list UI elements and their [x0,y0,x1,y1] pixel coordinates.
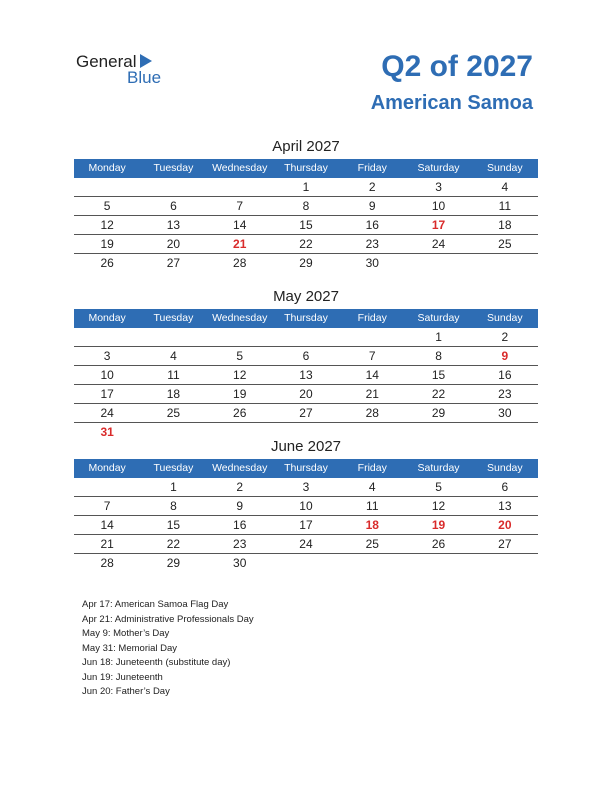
day-cell: 15 [431,368,446,382]
day-cell: 12 [100,218,114,232]
weekday-label: Sunday [487,312,523,324]
day-cell: 15 [299,218,313,232]
day-cell: 4 [170,349,177,363]
day-cell: 30 [365,256,379,270]
day-cell: 13 [299,368,313,382]
day-cell: 22 [299,237,313,251]
day-cell: 25 [166,406,181,420]
month-title: April 2027 [272,138,340,155]
day-cell: 13 [498,499,512,513]
day-cell: 21 [233,237,247,251]
day-cell: 8 [302,199,310,213]
day-cell: 14 [233,218,247,232]
weekday-label: Tuesday [153,162,194,174]
week-row [74,178,538,197]
weekday-label: Sunday [487,162,523,174]
page-subtitle: American Samoa [370,92,533,114]
day-cell: 13 [166,218,181,232]
week-row [74,328,538,347]
day-cell: 10 [431,199,446,213]
empty-day-cell [140,178,206,196]
day-cell: 2 [501,330,509,344]
week-row [74,216,538,235]
week-row [74,535,538,554]
day-cell: 8 [435,349,442,363]
empty-day-cell [339,328,405,346]
logo-triangle-icon [140,54,152,68]
weekday-label: Tuesday [153,462,194,474]
day-cell: 19 [100,237,114,251]
day-cell: 12 [431,499,446,513]
day-cell: 21 [100,537,114,551]
week-row [74,385,538,404]
day-cell: 28 [365,406,379,420]
day-cell: 29 [166,556,181,570]
day-cell: 5 [236,349,244,363]
day-cell: 4 [368,480,376,494]
day-cell: 6 [501,480,509,494]
day-cell: 23 [233,537,247,551]
day-cell: 9 [368,199,376,213]
empty-day-cell [472,254,538,272]
day-cell: 17 [431,218,446,232]
day-cell: 30 [498,406,512,420]
day-cell: 24 [299,537,313,551]
weekday-label: Friday [357,162,387,174]
day-cell: 26 [233,406,247,420]
day-cell: 29 [299,256,313,270]
day-cell: 1 [435,330,442,344]
holiday-note: Jun 20: Father’s Day [82,686,170,697]
day-cell: 30 [233,556,247,570]
day-cell: 28 [233,256,247,270]
week-row [74,366,538,385]
weekday-label: Friday [357,462,387,474]
day-cell: 18 [365,518,379,532]
logo-blue-text: Blue [127,68,162,87]
day-cell: 3 [435,180,442,194]
month-may [74,287,538,441]
holiday-note: Jun 18: Juneteenth (substitute day) [82,657,231,668]
empty-day-cell [74,178,140,196]
day-cell: 22 [431,387,446,401]
day-cell: 27 [299,406,313,420]
day-cell: 24 [100,406,114,420]
holiday-note: Apr 17: American Samoa Flag Day [82,599,229,610]
empty-day-cell [207,178,273,196]
weekday-label: Monday [88,162,126,174]
day-cell: 1 [302,180,310,194]
day-cell: 26 [100,256,114,270]
day-cell: 7 [368,349,376,363]
weekday-header [74,309,538,328]
day-cell: 9 [501,349,509,363]
page-title: Q2 of 2027 [381,50,533,83]
day-cell: 20 [299,387,313,401]
month-title: May 2027 [273,288,339,305]
day-cell: 19 [233,387,247,401]
weekday-label: Tuesday [153,312,194,324]
day-cell: 26 [431,537,446,551]
week-row [74,197,538,216]
day-cell: 9 [236,499,244,513]
day-cell: 7 [236,199,244,213]
day-cell: 16 [365,218,379,232]
holiday-note: Apr 21: Administrative Professionals Day [82,613,254,625]
weekday-label: Wednesday [212,462,268,474]
empty-day-cell [273,328,339,346]
empty-day-cell [140,328,206,346]
day-cell: 16 [233,518,247,532]
day-cell: 19 [431,518,446,532]
day-cell: 22 [166,537,181,551]
day-cell: 28 [100,556,114,570]
holiday-note: May 9: Mother’s Day [82,628,170,639]
week-row [74,347,538,366]
week-row [74,478,538,497]
week-row [74,235,538,254]
weekday-label: Monday [88,312,126,324]
day-cell: 8 [170,499,177,513]
weekday-label: Thursday [284,162,328,174]
day-cell: 21 [365,387,379,401]
month-title: June 2027 [270,438,342,455]
day-cell: 16 [498,368,512,382]
month-june [74,437,538,572]
weekday-label: Wednesday [212,312,268,324]
weekday-header [74,159,538,178]
day-cell: 24 [431,237,446,251]
day-cell: 25 [365,537,379,551]
empty-day-cell [74,478,140,496]
weekday-label: Saturday [417,312,460,324]
day-cell: 7 [103,499,111,513]
weekday-label: Saturday [417,462,460,474]
weekday-label: Wednesday [212,162,268,174]
day-cell: 2 [368,180,376,194]
day-cell: 14 [365,368,379,382]
week-row [74,404,538,423]
day-cell: 15 [166,518,181,532]
weekday-label: Sunday [487,462,523,474]
day-cell: 6 [302,349,310,363]
day-cell: 23 [498,387,512,401]
weekday-label: Thursday [284,312,328,324]
logo-general-text: General [76,52,137,71]
weekday-label: Monday [88,462,126,474]
day-cell: 18 [166,387,181,401]
empty-day-cell [405,554,471,572]
week-row [74,497,538,516]
day-cell: 1 [170,480,177,494]
day-cell: 20 [498,518,512,532]
day-cell: 4 [501,180,509,194]
holiday-note: Jun 19: Juneteenth [82,671,163,683]
week-row [74,554,538,572]
holiday-note: May 31: Memorial Day [82,642,178,654]
day-cell: 17 [299,518,313,532]
empty-day-cell [207,328,273,346]
week-row [74,254,538,272]
day-cell: 29 [431,406,446,420]
day-cell: 6 [170,199,177,213]
day-cell: 23 [365,237,379,251]
day-cell: 10 [100,368,114,382]
day-cell: 5 [435,480,442,494]
day-cell: 17 [100,387,114,401]
day-cell: 31 [100,425,114,439]
day-cell: 5 [103,199,111,213]
day-cell: 11 [498,199,512,213]
day-cell: 2 [236,480,244,494]
month-april [74,137,538,272]
day-cell: 11 [366,499,379,513]
empty-day-cell [405,254,471,272]
day-cell: 3 [302,480,310,494]
day-cell: 20 [166,237,181,251]
day-cell: 25 [498,237,512,251]
day-cell: 18 [498,218,512,232]
empty-day-cell [273,554,339,572]
holiday-notes [82,598,254,700]
empty-day-cell [472,554,538,572]
day-cell: 27 [166,256,181,270]
week-row [74,516,538,535]
empty-day-cell [339,554,405,572]
empty-day-cell [74,328,140,346]
day-cell: 12 [233,368,247,382]
day-cell: 14 [100,518,114,532]
day-cell: 11 [167,368,180,382]
day-cell: 27 [498,537,512,551]
weekday-label: Friday [357,312,387,324]
weekday-label: Saturday [417,162,460,174]
weekday-header [74,459,538,478]
day-cell: 10 [299,499,313,513]
day-cell: 3 [103,349,111,363]
weekday-label: Thursday [284,462,328,474]
